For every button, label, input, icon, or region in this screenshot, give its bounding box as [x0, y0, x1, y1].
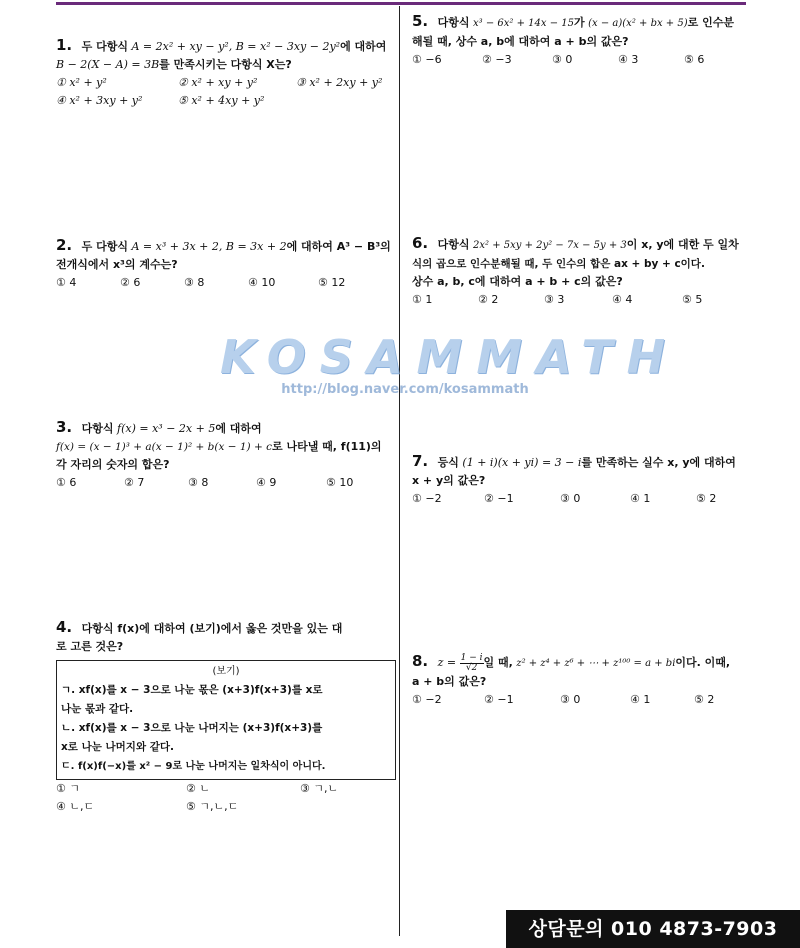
option-3[interactable]: ③ 8: [188, 476, 209, 489]
question-number: 2.: [56, 236, 73, 254]
option-2[interactable]: ② ㄴ: [186, 782, 210, 795]
question-6: 6. 다항식 2x² + 5xy + 2y² − 7x − 5y + 3이 x, y에 대한 두 일차 식의 곱으로 인수분해될 때, 두 인수의 합은 ax + by + c이다. 상수 a, b, c에 대하여 a + b + c의 값은? ① 1 ② 2 ③ 3 ④ 4 ⑤ 5: [412, 234, 752, 309]
watermark: [220, 330, 680, 397]
option-4[interactable]: ④ 9: [256, 476, 277, 489]
fraction: $\frac{1 - i}{√2}$: [460, 652, 483, 673]
question-number: 5.: [412, 12, 429, 30]
answer-options: [56, 798, 396, 816]
question-8: 8. z = $\frac{1 - i}{√2}$ 일 때, z² + z⁴ + z⁶ + ⋯ + z¹⁰⁰ = a + bi이다. 이때, a + b의 값은? ① −2 ② −1 ③ 0 ④ 1 ⑤ 2: [412, 652, 752, 709]
option-3[interactable]: ③ 8: [184, 276, 205, 289]
option-1[interactable]: ① ㄱ: [56, 782, 80, 795]
question-1: 1. 두 다항식 A = 2x² + xy − y², B = x² − 3xy − 2y²에 대하여 B − 2(X − A) = 3B를 만족시키는 다항식 X는? ① x² + y² ② x² + xy + y² ③ x² + 2xy + y² ④ x² + 3xy + y² ⑤ x² + 4xy + y²: [56, 36, 396, 110]
contact-banner: 상담문의 010 4873-7903: [506, 910, 800, 948]
bogi-item: ㄱ. xf(x)를 x − 3으로 나눈 몫은 (x+3)f(x+3)를 x로: [61, 684, 323, 696]
question-7: 7. 등식 (1 + i)(x + yi) = 3 − i를 만족하는 실수 x, y에 대하여 x + y의 값은? ① −2 ② −1 ③ 0 ④ 1 ⑤ 2: [412, 452, 752, 508]
question-number: 8.: [412, 652, 429, 670]
answer-options: [56, 474, 396, 492]
bogi-item: 나눈 몫과 같다.: [61, 703, 134, 715]
top-rule: [56, 2, 746, 5]
option-1[interactable]: ① −2: [412, 492, 442, 505]
question-number: 1.: [56, 36, 73, 54]
option-3[interactable]: ③ 0: [560, 492, 581, 505]
bogi-item: ㄷ. f(x)f(−x)를 x² − 9로 나눈 나머지는 일차식이 아니다.: [61, 761, 326, 772]
option-5[interactable]: ⑤ 6: [684, 53, 705, 66]
option-3[interactable]: ③ ㄱ,ㄴ: [300, 782, 339, 795]
question-5: 5. 다항식 x³ − 6x² + 14x − 15가 (x − a)(x² + bx + 5)로 인수분 해될 때, 상수 a, b에 대하여 a + b의 값은? ① −6 ② −3 ③ 0 ④ 3 ⑤ 6: [412, 12, 752, 69]
bogi-item: x로 나눈 나머지와 같다.: [61, 741, 175, 753]
option-5[interactable]: ⑤ 5: [682, 293, 703, 306]
option-3[interactable]: ③ 0: [560, 693, 581, 706]
option-4[interactable]: ④ 1: [630, 693, 651, 706]
bogi-item: ㄴ. xf(x)를 x − 3으로 나눈 나머지는 (x+3)f(x+3)를: [61, 722, 323, 734]
option-4[interactable]: ④ 3: [618, 53, 639, 66]
question-number: 4.: [56, 618, 73, 636]
option-5[interactable]: ⑤ 2: [694, 693, 715, 706]
question-2: 2. 두 다항식 A = x³ + 3x + 2, B = 3x + 2에 대하여 A³ − B³의 전개식에서 x³의 계수는? ① 4 ② 6 ③ 8 ④ 10 ⑤ 12: [56, 236, 396, 292]
option-1[interactable]: ① −6: [412, 53, 442, 66]
option-4[interactable]: ④ x² + 3xy + y²: [56, 94, 143, 107]
option-5[interactable]: ⑤ 2: [696, 492, 717, 505]
option-4[interactable]: ④ 10: [248, 276, 276, 289]
answer-options: [56, 74, 396, 92]
option-5[interactable]: ⑤ 10: [326, 476, 354, 489]
question-3: 3. 다항식 f(x) = x³ − 2x + 5에 대하여 f(x) = (x − 1)³ + a(x − 1)² + b(x − 1) + c로 나타낼 때, f(11)의 각 자리의 숫자의 합은? ① 6 ② 7 ③ 8 ④ 9 ⑤ 10: [56, 418, 396, 492]
answer-options: [412, 691, 752, 709]
option-3[interactable]: ③ 3: [544, 293, 565, 306]
answer-options: [412, 291, 752, 309]
option-4[interactable]: ④ ㄴ,ㄷ: [56, 800, 95, 813]
question-number: 7.: [412, 452, 429, 470]
answer-options: [56, 274, 396, 292]
option-2[interactable]: ② 7: [124, 476, 145, 489]
option-2[interactable]: ② −3: [482, 53, 512, 66]
bogi-box: [56, 660, 396, 780]
option-1[interactable]: ① −2: [412, 693, 442, 706]
bogi-title: (보기): [212, 666, 240, 677]
option-4[interactable]: ④ 1: [630, 492, 651, 505]
option-2[interactable]: ② 6: [120, 276, 141, 289]
answer-options: [56, 92, 396, 110]
answer-options: [412, 51, 752, 69]
option-3[interactable]: ③ 0: [552, 53, 573, 66]
option-1[interactable]: ① 6: [56, 476, 77, 489]
option-5[interactable]: ⑤ ㄱ,ㄴ,ㄷ: [186, 800, 239, 813]
watermark-text: KOSAMMATH: [220, 330, 680, 384]
option-3[interactable]: ③ x² + 2xy + y²: [296, 76, 383, 89]
question-4: 4. 다항식 f(x)에 대하여 (보기)에서 옳은 것만을 있는 대 로 고른 것은? (보기) ㄱ. xf(x)를 x − 3으로 나눈 몫은 (x+3)f(x+3)를 x로 나눈 몫과 같다. ㄴ. xf(x)를 x − 3으로 나눈 나머지는 (x+3)f(x+3)를 x로 나눈 나머지와 같다. ㄷ. f(x)f(−x)를 x² − 9로 나눈 나머지는 일차식이 아니다. ① ㄱ ② ㄴ ③ ㄱ,ㄴ ④ ㄴ,ㄷ ⑤ ㄱ,ㄴ,ㄷ: [56, 618, 396, 816]
answer-options: [412, 490, 752, 508]
answer-options: [56, 780, 396, 798]
option-5[interactable]: ⑤ x² + 4xy + y²: [178, 94, 265, 107]
option-2[interactable]: ② 2: [478, 293, 499, 306]
option-5[interactable]: ⑤ 12: [318, 276, 346, 289]
option-2[interactable]: ② x² + xy + y²: [178, 76, 258, 89]
option-1[interactable]: ① 1: [412, 293, 433, 306]
watermark-url: http://blog.naver.com/kosammath: [281, 382, 529, 397]
option-1[interactable]: ① 4: [56, 276, 77, 289]
option-4[interactable]: ④ 4: [612, 293, 633, 306]
option-2[interactable]: ② −1: [484, 693, 514, 706]
question-number: 6.: [412, 234, 429, 252]
question-number: 3.: [56, 418, 73, 436]
option-1[interactable]: ① x² + y²: [56, 76, 107, 89]
column-divider: [399, 6, 400, 936]
option-2[interactable]: ② −1: [484, 492, 514, 505]
